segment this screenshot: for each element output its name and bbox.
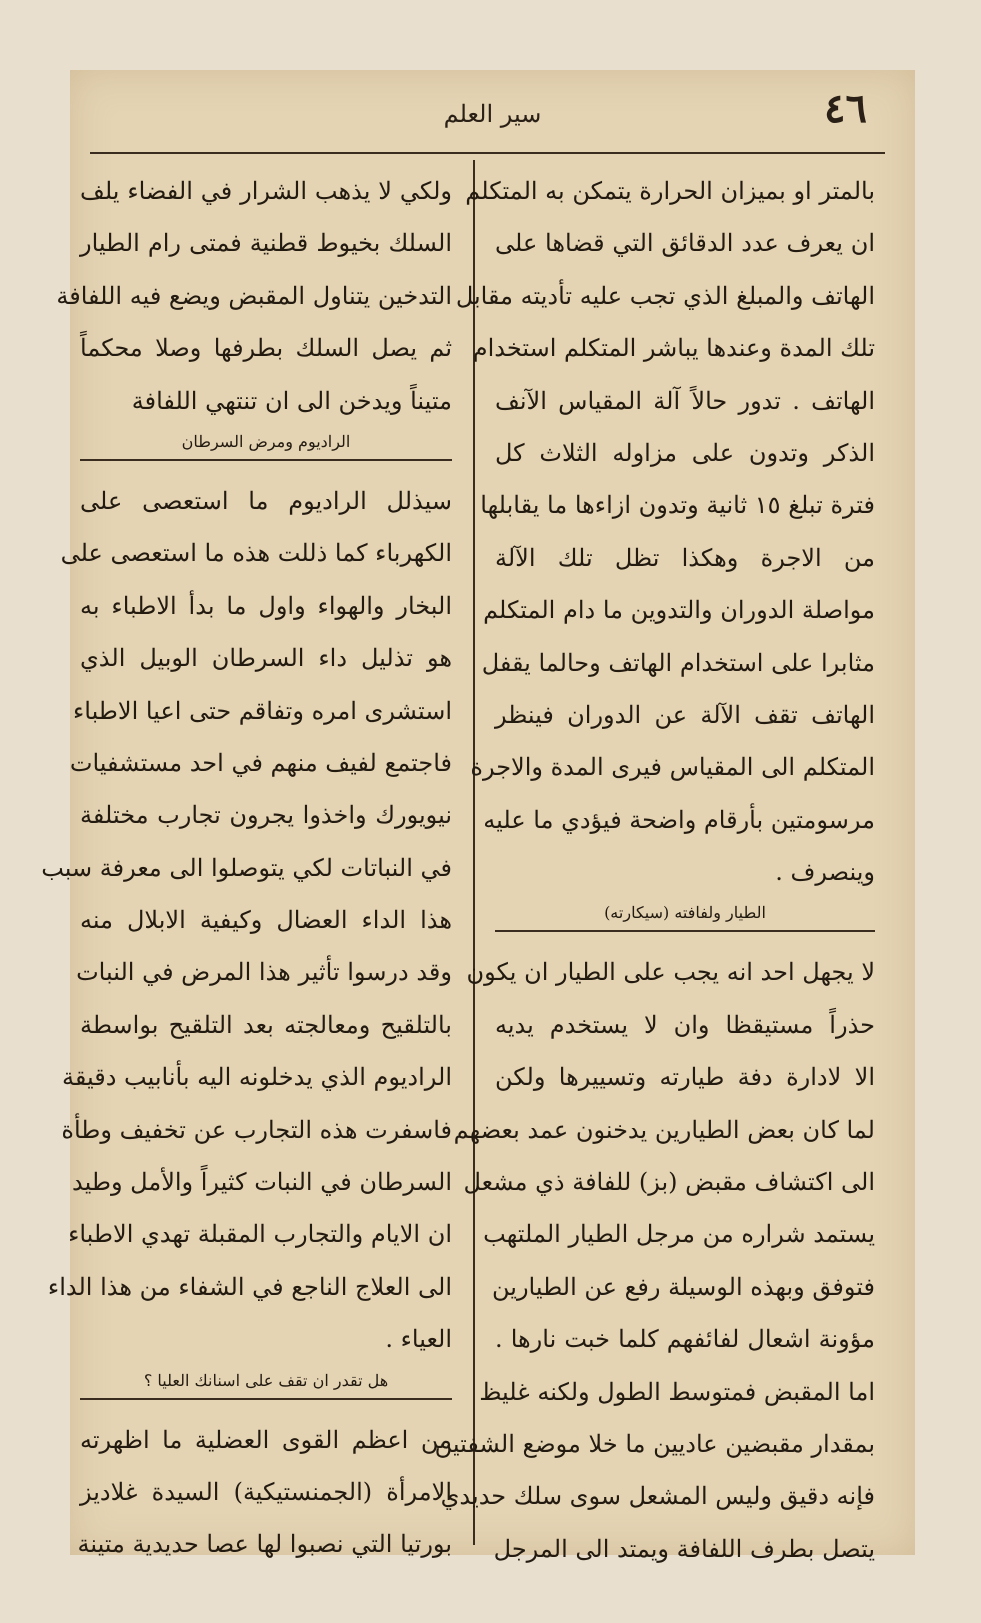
text-line: لا يجهل احد انه يجب على الطيار ان يكون xyxy=(466,958,875,987)
text-line: المتكلم الى المقياس فيرى المدة والاجرة xyxy=(470,753,875,782)
text-line: مؤونة اشعال لفائفهم كلما خبت نارها . xyxy=(495,1325,875,1354)
text-line: التدخين يتناول المقبض ويضع فيه اللفافة xyxy=(56,281,452,310)
header-rule xyxy=(90,152,885,154)
text-line: الهاتف . تدور حالاً آلة المقياس الآنف xyxy=(495,386,875,415)
text-line: ان يعرف عدد الدقائق التي قضاها على xyxy=(495,229,875,258)
text-line: اما المقبض فمتوسط الطول ولكنه غليظ xyxy=(479,1377,875,1406)
text-line: وينصرف . xyxy=(775,858,875,887)
text-line: حذراً مستيقظا وان لا يستخدم يديه xyxy=(495,1010,875,1039)
text-line: بالتلقيح ومعالجته بعد التلقيح بواسطة xyxy=(80,1010,452,1039)
text-line: الذكر وتدون على مزاوله الثلاث كل xyxy=(495,438,875,467)
section-rule xyxy=(495,930,875,932)
running-title: سير العلم xyxy=(443,100,542,128)
text-line: العياء . xyxy=(385,1325,452,1354)
text-line: فاجتمع لفيف منهم في احد مستشفيات xyxy=(69,748,452,777)
text-line: الامرأة (الجمنستيكية) السيدة غلاديز xyxy=(80,1477,452,1506)
text-line: السرطان في النبات كثيراً والأمل وطيد xyxy=(72,1168,452,1197)
page-header xyxy=(70,70,915,160)
text-line: فإنه دقيق وليس المشعل سوى سلك حديدي xyxy=(440,1482,875,1511)
section-rule xyxy=(80,459,452,461)
text-line: الراديوم الذي يدخلونه اليه بأنابيب دقيقة xyxy=(62,1063,452,1092)
text-line: يتصل بطرف اللفافة ويمتد الى المرجل xyxy=(493,1534,875,1563)
text-line: فاسفرت هذه التجارب عن تخفيف وطأة xyxy=(61,1115,452,1144)
text-line: الا لادارة دفة طيارته وتسييرها ولكن xyxy=(495,1063,875,1092)
right-paragraph-2 xyxy=(434,946,875,1575)
text-line: تلك المدة وعندها يباشر المتكلم استخدام xyxy=(472,334,875,363)
section-title-radium-cancer: الراديوم ومرض السرطان xyxy=(181,431,351,451)
right-column xyxy=(434,165,875,1563)
text-line: لما كان بعض الطيارين يدخنون عمد بعضهم xyxy=(453,1115,875,1144)
text-line: فتوفق وبهذه الوسيلة رفع عن الطيارين xyxy=(492,1272,875,1301)
text-line: ولكي لا يذهب الشرار في الفضاء يلف xyxy=(80,177,452,205)
text-line: الهاتف تقف الآلة عن الدوران فينظر xyxy=(495,700,875,729)
text-line: وقد درسوا تأثير هذا المرض في النبات xyxy=(76,958,452,987)
text-line: مرسومتين بأرقام واضحة فيؤدي ما عليه xyxy=(483,805,875,834)
left-paragraph-1 xyxy=(56,165,452,427)
text-line: السلك بخيوط قطنية فمتى رام الطيار xyxy=(80,229,452,258)
right-paragraph-1 xyxy=(455,165,875,898)
text-line: مواصلة الدوران والتدوين ما دام المتكلم xyxy=(483,596,875,625)
text-line: بورتيا التي نصبوا لها عصا حديدية متينة xyxy=(77,1530,452,1559)
page xyxy=(41,70,915,1563)
left-column xyxy=(41,165,452,1559)
page-number: ٤٦ xyxy=(824,85,867,132)
text-line: ان الايام والتجارب المقبلة تهدي الاطباء xyxy=(68,1220,452,1249)
text-line: فترة تبلغ ١٥ ثانية وتدون ازاءها ما يقابلها xyxy=(480,491,875,520)
section-title-teeth: هل تقدر ان تقف على اسنانك العليا ؟ xyxy=(143,1370,389,1390)
section-rule xyxy=(80,1398,452,1400)
text-line: مثابرا على استخدام الهاتف وحالما يقفل xyxy=(481,648,875,677)
text-line: استشرى امره وتفاقم حتى اعيا الاطباء xyxy=(72,696,452,725)
text-line: البخار والهواء واول ما بدأ الاطباء به xyxy=(80,591,452,620)
text-line: هو تذليل داء السرطان الوبيل الذي xyxy=(80,644,452,673)
left-paragraph-3 xyxy=(77,1414,452,1571)
text-line: الى العلاج الناجع في الشفاء من هذا الداء xyxy=(47,1272,452,1301)
text-line: هذا الداء العضال وكيفية الابلال منه xyxy=(80,906,452,935)
text-line: بالمتر او بميزان الحرارة يتمكن به المتكلم xyxy=(465,177,875,205)
text-line: ثم يصل السلك بطرفها وصلا محكماً xyxy=(80,334,452,363)
text-line: من اعظم القوى العضلية ما اظهرته xyxy=(80,1425,452,1454)
text-line: متيناً ويدخن الى ان تنتهي اللفافة xyxy=(131,386,452,415)
left-paragraph-2 xyxy=(41,475,452,1366)
text-line: من الاجرة وهكذا تظل تلك الآلة xyxy=(495,543,875,572)
text-line: يستمد شراره من مرجل الطيار الملتهب xyxy=(483,1220,875,1249)
section-title-pilot-cigarette: الطيار ولفافته (سيكارته) xyxy=(604,903,766,923)
text-line: في النباتات لكي يتوصلوا الى معرفة سبب xyxy=(41,853,452,882)
text-line: نيويورك واخذوا يجرون تجارب مختلفة xyxy=(80,801,452,830)
text-line: بمقدار مقبضين عاديين ما خلا موضع الشفتين xyxy=(434,1429,875,1458)
text-line: الكهرباء كما ذللت هذه ما استعصى على xyxy=(60,539,452,568)
text-line: الى اكتشاف مقبض (بز) للفافة ذي مشعل xyxy=(463,1168,875,1197)
text-line: الهاتف والمبلغ الذي تجب عليه تأديته مقابل xyxy=(455,281,875,310)
text-line: سيذلل الراديوم ما استعصى على xyxy=(80,486,452,515)
